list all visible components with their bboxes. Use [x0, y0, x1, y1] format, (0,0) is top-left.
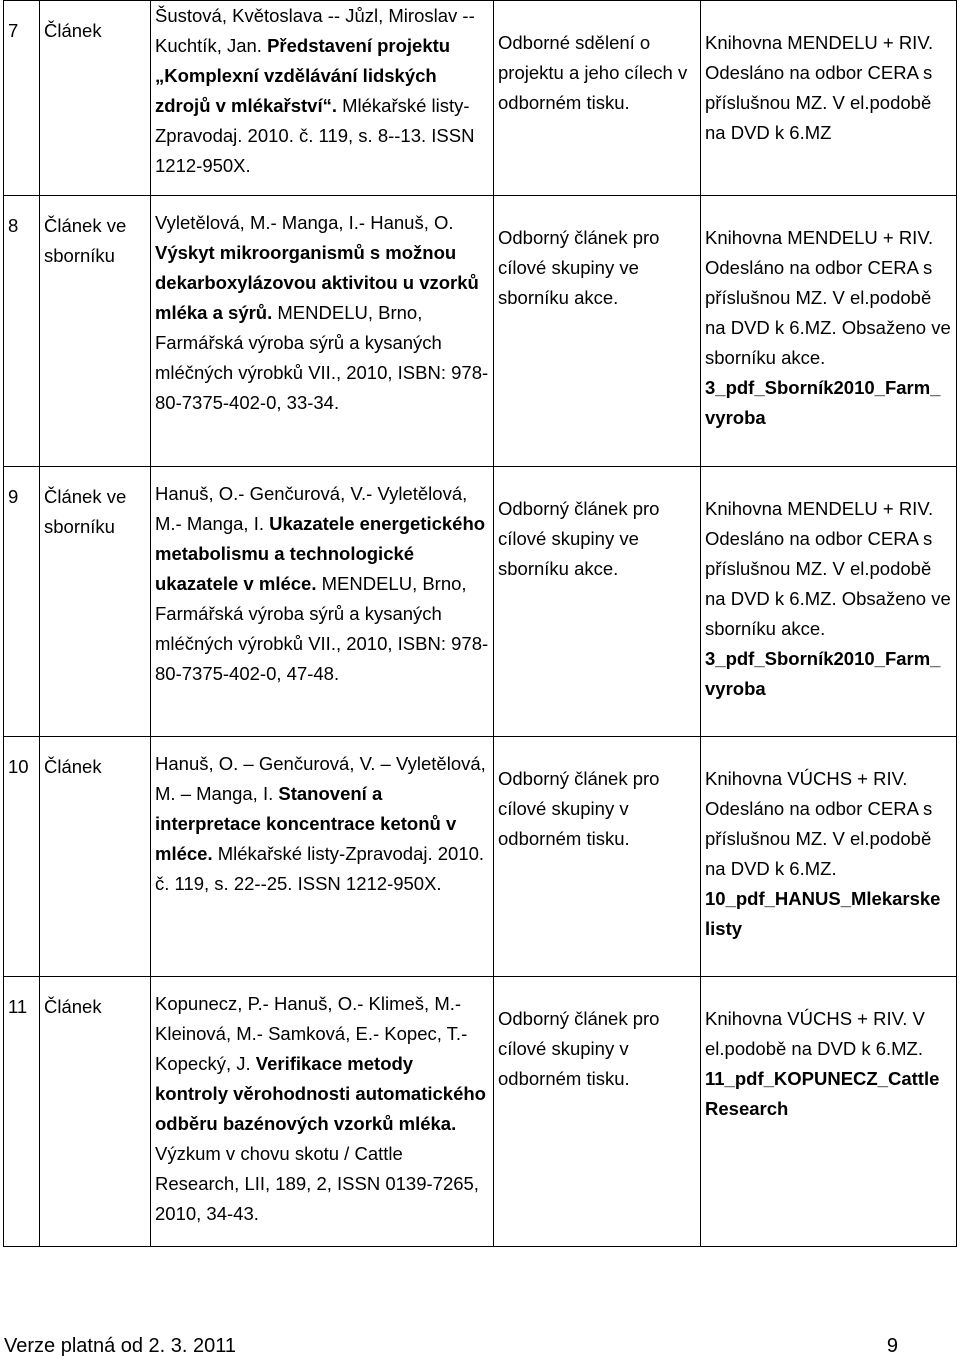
- citation-source: Výzkum v chovu skotu / Cattle Research, LII, 189, 2, ISSN 0139-7265, 2010, 34-43.: [155, 1143, 479, 1224]
- description: Odborný článek pro cílové skupiny v odborném tisku.: [494, 737, 701, 977]
- description: Odborný článek pro cílové skupiny ve sborníku akce.: [494, 196, 701, 467]
- publication-type: Článek: [40, 977, 151, 1247]
- note: [701, 196, 957, 467]
- note: [701, 737, 957, 977]
- row-number: 11: [4, 977, 40, 1247]
- citation-source: MENDELU, Brno, Farmářská výroba sýrů a kysaných mléčných výrobků VII., 2010, ISBN: 978-80-7375-402-0, 47-48.: [155, 573, 489, 684]
- citation-authors: Vyletělová, M.- Manga, I.- Hanuš, O.: [155, 212, 454, 233]
- description: Odborné sdělení o projektu a jeho cílech v odborném tisku.: [494, 1, 701, 196]
- pdf-reference: 3_pdf_Sborník2010_Farm_ vyroba: [705, 377, 941, 428]
- table-row: [4, 737, 957, 977]
- table-row: [4, 977, 957, 1247]
- citation-authors: Hanuš, O.- Genčurová, V.- Vyletělová, M.- Manga, I.: [155, 483, 468, 534]
- citation: [151, 1, 494, 196]
- citation-authors: Šustová, Květoslava -- Jůzl, Miroslav -- Kuchtík, Jan.: [155, 5, 475, 56]
- citation: [151, 737, 494, 977]
- citation-title: Ukazatele energetického metabolismu a technologické ukazatele v mléce.: [155, 513, 486, 594]
- citation-title: Verifikace metody kontroly věrohodnosti automatického odběru bazénových vzorků mléka.: [155, 1053, 486, 1134]
- note: [701, 467, 957, 737]
- table-row: [4, 467, 957, 737]
- citation-source: MENDELU, Brno, Farmářská výroba sýrů a kysaných mléčných výrobků VII., 2010, ISBN: 978-80-7375-402-0, 33-34.: [155, 302, 489, 413]
- publication-type: Článek ve sborníku: [40, 467, 151, 737]
- citation-authors: Hanuš, O. – Genčurová, V. – Vyletělová, M. – Manga, I.: [155, 753, 486, 804]
- citation-authors: Kopunecz, P.- Hanuš, O.- Klimeš, M.- Kleinová, M.- Samková, E.- Kopec, T.- Kopecký, J.: [155, 993, 468, 1074]
- note-text: Knihovna VÚCHS + RIV. Odesláno na odbor CERA s příslušnou MZ. V el.podobě na DVD k 6.MZ.: [705, 768, 933, 879]
- note-text: Knihovna MENDELU + RIV. Odesláno na odbor CERA s příslušnou MZ. V el.podobě na DVD k 6.MZ: [705, 32, 934, 143]
- version-text: Verze platná od 2. 3. 2011: [4, 1335, 237, 1357]
- table-body: [4, 1, 957, 1247]
- row-number: 10: [4, 737, 40, 977]
- citation-title: Výskyt mikroorganismů s možnou dekarboxylázovou aktivitou u vzorků mléka a sýrů.: [155, 242, 479, 323]
- pdf-reference: 10_pdf_HANUS_Mlekarske listy: [705, 888, 941, 939]
- pdf-reference: 11_pdf_KOPUNECZ_Cattle Research: [705, 1068, 940, 1119]
- publication-type: Článek ve sborníku: [40, 196, 151, 467]
- description: Odborný článek pro cílové skupiny ve sborníku akce.: [494, 467, 701, 737]
- citation: [151, 977, 494, 1247]
- table-row: [4, 1, 957, 196]
- note-text: Knihovna MENDELU + RIV. Odesláno na odbor CERA s příslušnou MZ. V el.podobě na DVD k 6.MZ. Obsaženo ve sborníku akce.: [705, 498, 951, 639]
- publication-type: Článek: [40, 1, 151, 196]
- table-row: [4, 196, 957, 467]
- note-text: Knihovna MENDELU + RIV. Odesláno na odbor CERA s příslušnou MZ. V el.podobě na DVD k 6.MZ. Obsaženo ve sborníku akce.: [705, 227, 951, 368]
- note-text: Knihovna VÚCHS + RIV. V el.podobě na DVD k 6.MZ.: [705, 1008, 925, 1059]
- row-number: 7: [4, 1, 40, 196]
- description: Odborný článek pro cílové skupiny v odborném tisku.: [494, 977, 701, 1247]
- page-number: 9: [886, 1335, 898, 1357]
- citation: [151, 196, 494, 467]
- note: [701, 1, 957, 196]
- publications-table: [3, 0, 957, 1247]
- note: [701, 977, 957, 1247]
- pdf-reference: 3_pdf_Sborník2010_Farm_ vyroba: [705, 648, 941, 699]
- citation-source: Mlékařské listy-Zpravodaj. 2010. č. 119, s. 8--13. ISSN 1212-950X.: [155, 95, 475, 176]
- row-number: 9: [4, 467, 40, 737]
- citation: [151, 467, 494, 737]
- row-number: 8: [4, 196, 40, 467]
- citation-title: Stanovení a interpretace koncentrace ketonů v mléce.: [155, 783, 457, 864]
- citation-title: Představení projektu „Komplexní vzdělávání lidských zdrojů v mlékařství“.: [155, 35, 451, 116]
- citation-source: Mlékařské listy-Zpravodaj. 2010. č. 119, s. 22--25. ISSN 1212-950X.: [155, 843, 485, 894]
- publication-type: Článek: [40, 737, 151, 977]
